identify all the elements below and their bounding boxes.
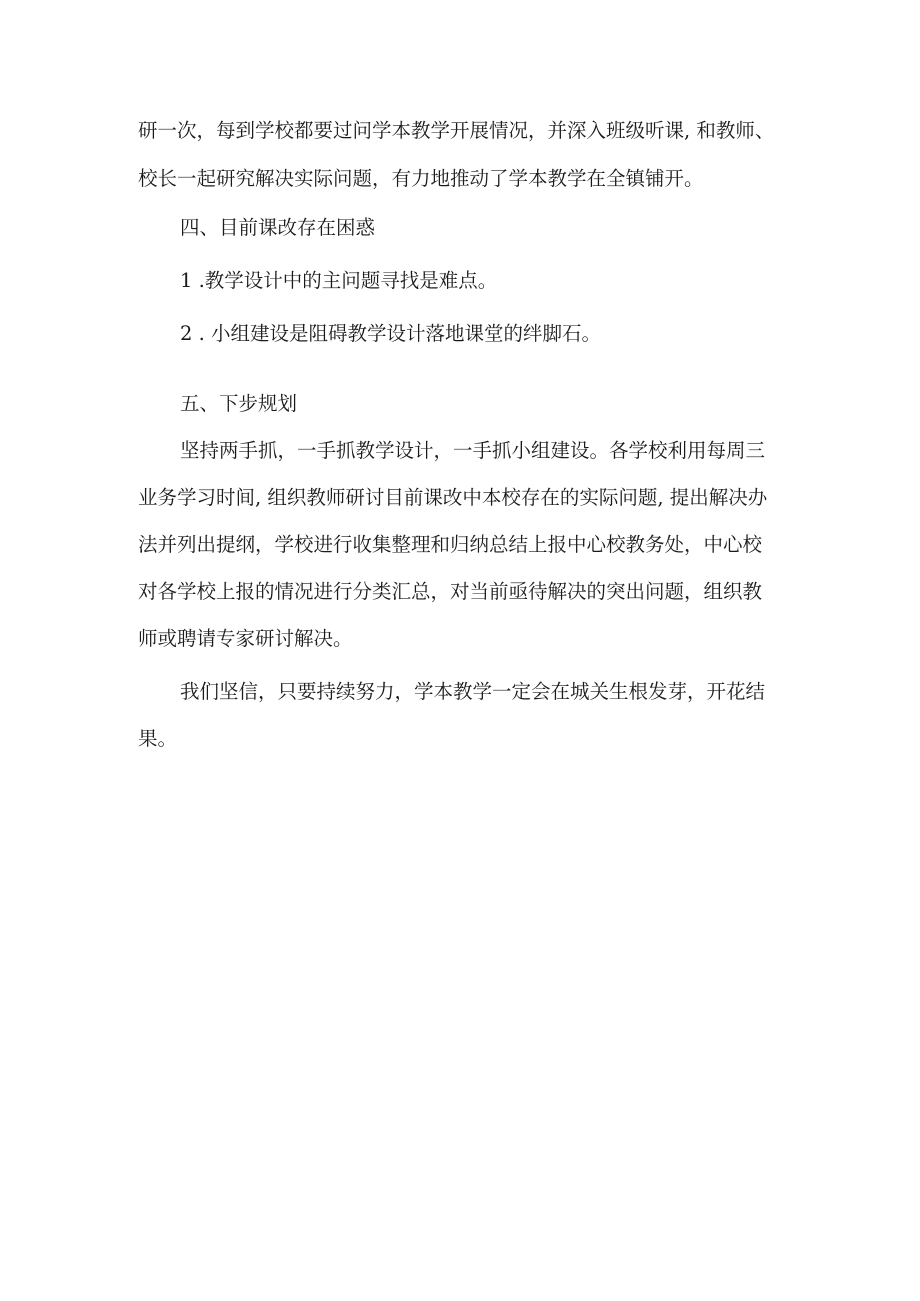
section-five-line-1: 坚持两手抓，一手抓教学设计，一手抓小组建设。各学校利用每周三 bbox=[180, 439, 766, 462]
closing-line-1: 我们坚信，只要持续努力，学本教学一定会在城关生根发芽，开花结 bbox=[180, 680, 766, 703]
section-four-item-2: 2 . 小组建设是阻碍教学设计落地课堂的绊脚石。 bbox=[180, 322, 602, 345]
closing-line-2: 果。 bbox=[138, 727, 178, 750]
section-four-item-1: 1 .教学设计中的主问题寻找是难点。 bbox=[180, 269, 498, 292]
section-five-line-2: 业务学习时间, 组织教师研讨目前课改中本校存在的实际问题, 提出解决办 bbox=[138, 486, 768, 509]
section-five-line-5: 师或聘请专家研讨解决。 bbox=[138, 627, 353, 650]
section-five-heading: 五、下步规划 bbox=[180, 392, 298, 415]
section-four-heading: 四、目前课改存在困惑 bbox=[180, 216, 376, 239]
section-five-line-4: 对各学校上报的情况进行分类汇总，对当前亟待解决的突出问题，组织教 bbox=[138, 580, 763, 603]
section-five-line-3: 法并列出提纲，学校进行收集整理和归纳总结上报中心校教务处，中心校 bbox=[138, 533, 763, 556]
paragraph-continued-line-2: 校长一起研究解决实际问题，有力地推动了学本教学在全镇铺开。 bbox=[138, 167, 704, 190]
paragraph-continued-line-1: 研一次，每到学校都要过问学本教学开展情况，并深入班级听课, 和教师、 bbox=[138, 119, 775, 142]
